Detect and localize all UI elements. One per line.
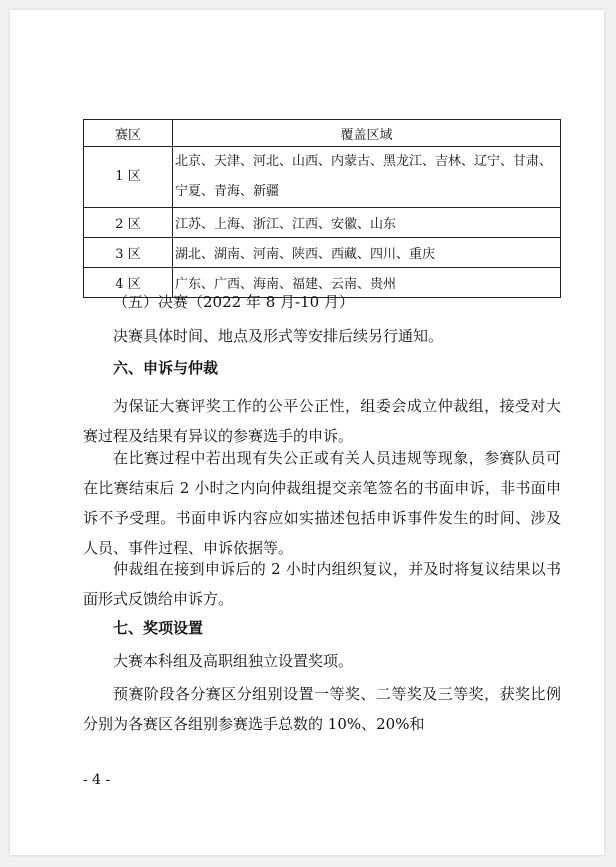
zone-cell: 3 区: [84, 238, 173, 268]
section-7-title: 七、奖项设置: [113, 619, 204, 637]
region-table: [83, 119, 561, 298]
coverage-cell: 广东、广西、海南、福建、云南、贵州: [173, 268, 561, 298]
table-row: [84, 147, 561, 208]
section-6-paragraph-2: 在比赛过程中若出现有失公正或有关人员违规等现象，参赛队员可在比赛结束后 2 小时之内向仲裁组提交亲笔签名的书面申诉，非书面申诉不予受理。书面申诉内容应如实描述包括申诉事件发生的时间、涉及人员、事件过程、申诉依据等。: [83, 449, 561, 557]
table-header-row: [84, 120, 561, 147]
coverage-cell: 湖北、湖南、河南、陕西、西藏、四川、重庆: [173, 238, 561, 268]
coverage-cell: 北京、天津、河北、山西、内蒙古、黑龙江、吉林、辽宁、甘肃、宁夏、青海、新疆: [173, 147, 561, 208]
zone-cell: 4 区: [84, 268, 173, 298]
zone-cell: 1 区: [84, 147, 173, 208]
document-page: [10, 10, 604, 855]
coverage-cell: 江苏、上海、浙江、江西、安徽、山东: [173, 208, 561, 238]
section-6-paragraph-3: 仲裁组在接到申诉后的 2 小时内组织复议，并及时将复议结果以书面形式反馈给申诉方。: [83, 560, 561, 608]
header-zone: 赛区: [84, 120, 173, 147]
section-6-paragraph-1: 为保证大赛评奖工作的公平公正性，组委会成立仲裁组，接受对大赛过程及结果有异议的参赛选手的申诉。: [83, 397, 561, 445]
section-7-paragraph-1: 大赛本科组及高职组独立设置奖项。: [113, 652, 354, 670]
table-row: [84, 238, 561, 268]
final-text: 决赛具体时间、地点及形式等安排后续另行通知。: [113, 327, 444, 345]
table-row: [84, 208, 561, 238]
header-coverage: 覆盖区域: [173, 120, 561, 147]
section-7-paragraph-2: 预赛阶段各分赛区分组别设置一等奖、二等奖及三等奖，获奖比例分别为各赛区各组别参赛选手总数的 10%、20%和: [83, 685, 561, 733]
page-number: - 4 -: [83, 772, 111, 788]
zone-cell: 2 区: [84, 208, 173, 238]
section-6-title: 六、申诉与仲裁: [113, 359, 219, 377]
final-heading: （五）决赛（2022 年 8 月-10 月）: [113, 293, 354, 311]
